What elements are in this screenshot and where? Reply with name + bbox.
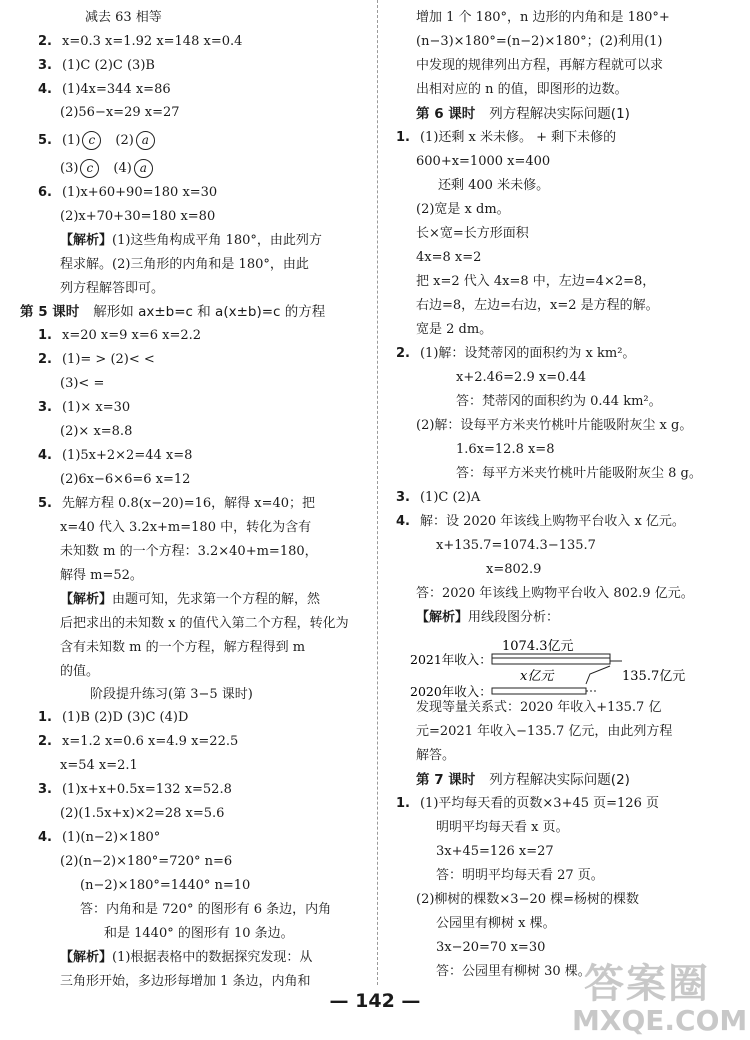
column-divider <box>377 0 378 985</box>
line-text: 答：2020 年该线上购物平台收入 802.9 亿元。 <box>416 586 694 601</box>
page-number: — 142 — <box>329 990 421 1012</box>
line-text: 列方程解答即可。 <box>60 281 165 296</box>
line-text: (2)解：设每平方米夹竹桃叶片能吸附灰尘 x g。 <box>416 418 693 433</box>
line-text: 出相对应的 n 的值，即图形的边数。 <box>416 82 628 97</box>
question-number: 4. <box>38 830 52 845</box>
answer-line <box>416 202 510 218</box>
answer-line <box>60 472 190 488</box>
line-text: (2)× x=8.8 <box>60 424 133 439</box>
line-text: 减去 63 相等 <box>85 10 162 25</box>
circled-answer: c <box>82 131 101 150</box>
analysis-tag: 【解析】 <box>416 610 469 625</box>
answer-line <box>416 298 659 314</box>
line-text: 中发现的规律列出方程，再解方程就可以求 <box>416 58 664 73</box>
answer-line <box>436 820 569 836</box>
answer-line <box>436 844 554 860</box>
answer-line <box>38 448 192 464</box>
question-number: 4. <box>38 82 52 97</box>
line-text: 解形如 ax±b=c 和 a(x±b)=c 的方程 <box>93 304 326 320</box>
question-number: 3. <box>38 782 52 797</box>
line-text: 用线段图分析： <box>468 610 560 625</box>
answer-line <box>456 466 702 482</box>
watermark-bottom: MXQE.COM <box>572 1004 748 1037</box>
question-number: 6. <box>38 185 52 200</box>
answer-line <box>416 226 529 242</box>
answer-line <box>60 758 138 774</box>
line-text: (1)5x+2×2=44 x=8 <box>61 448 193 463</box>
line-text: 增加 1 个 180°，n 边形的内角和是 180°+ <box>416 10 670 25</box>
answer-line <box>396 130 616 146</box>
answer-line <box>60 424 132 440</box>
answer-line <box>60 806 224 822</box>
line-text: (2)(1.5x+x)×2=28 x=5.6 <box>60 806 225 821</box>
answer-line <box>38 710 188 726</box>
answer-line <box>60 520 311 536</box>
answer-line <box>456 370 586 386</box>
line-text: (1)还剩 x 米未修。 + 剩下未修的 <box>419 130 617 145</box>
answer-line <box>60 209 215 225</box>
line-text: (1)C (2)C (3)B <box>61 58 155 73</box>
line-text: (2)56−x=29 x=27 <box>60 105 180 120</box>
question-number: 2. <box>38 34 52 49</box>
line-text: x=802.9 <box>486 562 542 577</box>
question-number: 1. <box>38 328 52 343</box>
answer-line <box>416 892 639 908</box>
answer-line <box>416 58 663 74</box>
answer-line <box>436 940 545 956</box>
question-number: 3. <box>38 400 52 415</box>
line-text: 解答。 <box>416 748 456 763</box>
answer-line <box>60 233 322 249</box>
question-number: 3. <box>38 58 52 73</box>
line-text: (2)宽是 x dm。 <box>416 202 510 217</box>
answer-line <box>38 58 155 74</box>
question-number: 2. <box>38 352 52 367</box>
line-text: (1)= > (2)< < <box>61 352 155 367</box>
answer-line <box>38 82 171 98</box>
lesson-header-number: 第 7 课时 <box>416 772 476 788</box>
answer-line <box>60 640 305 656</box>
answer-line <box>436 538 596 554</box>
answer-line <box>38 131 169 150</box>
line-text: 答：公园里有柳树 30 棵。 <box>436 964 591 979</box>
answer-line <box>436 916 556 932</box>
line-text: (1)解：设梵蒂冈的面积约为 x km²。 <box>419 346 636 361</box>
answer-line <box>60 664 99 680</box>
line-text: x=40 代入 3.2x+m=180 中，转化为含有 <box>60 520 312 535</box>
answer-line <box>38 328 201 344</box>
line-text: (1)平均每天看的页数×3+45 页=126 页 <box>419 796 659 811</box>
answer-line <box>60 281 164 297</box>
line-text: (1)B (2)D (3)C (4)D <box>61 710 189 725</box>
line-text: x=20 x=9 x=6 x=2.2 <box>61 328 202 343</box>
choice-label: (3) <box>60 161 79 176</box>
answer-line <box>38 34 242 50</box>
answer-line <box>60 257 309 273</box>
answer-line <box>416 250 481 266</box>
analysis-tag: 【解析】 <box>60 233 113 248</box>
answer-line <box>80 902 331 918</box>
line-text: 元=2021 年收入−135.7 亿元，由此列方程 <box>416 724 673 739</box>
answer-line <box>38 352 155 368</box>
diagram-bar-2021 <box>492 658 610 664</box>
line-text: x=0.3 x=1.92 x=148 x=0.4 <box>61 34 243 49</box>
answer-line <box>80 878 250 894</box>
question-number: 1. <box>396 130 410 145</box>
question-number: 1. <box>396 796 410 811</box>
answer-line <box>416 772 630 788</box>
circled-answer: a <box>134 159 153 178</box>
line-text: (1)(n−2)×180° <box>61 830 161 845</box>
line-text: 答：梵蒂冈的面积约为 0.44 km²。 <box>456 394 662 409</box>
answer-line <box>416 748 455 764</box>
answer-line <box>60 854 232 870</box>
answer-line <box>38 734 238 750</box>
line-text: (1)C (2)A <box>419 490 481 505</box>
line-text: (n−3)×180°=(n−2)×180°；(2)利用(1) <box>416 34 663 49</box>
answer-line <box>396 514 685 530</box>
line-text: 答：明明平均每天看 27 页。 <box>436 868 604 883</box>
line-text: (1)这些角构成平角 180°，由此列方 <box>112 233 322 248</box>
answer-line <box>38 782 232 798</box>
answer-line <box>38 185 217 201</box>
line-text: 4x=8 x=2 <box>416 250 482 265</box>
answer-line <box>416 322 492 338</box>
question-number: 5. <box>38 133 52 148</box>
answer-line <box>60 105 180 121</box>
line-text: 答：每平方米夹竹桃叶片能吸附灰尘 8 g。 <box>456 466 702 481</box>
line-text: (2)x+70+30=180 x=80 <box>60 209 216 224</box>
line-text: 列方程解决实际问题(2) <box>489 772 630 788</box>
answer-line <box>90 687 253 703</box>
line-text: (2)(n−2)×180°=720° n=6 <box>60 854 233 869</box>
answer-line <box>104 926 294 942</box>
answer-line <box>416 10 670 26</box>
line-text: (2)柳树的棵数×3−20 棵=杨树的棵数 <box>416 892 640 907</box>
question-number: 5. <box>38 496 52 511</box>
answer-line <box>396 796 659 812</box>
line-text: 解得 m=52。 <box>60 568 143 583</box>
line-text: (2)6x−6×6=6 x=12 <box>60 472 191 487</box>
line-text: 程求解。(2)三角形的内角和是 180°，由此 <box>60 257 309 272</box>
answer-line <box>60 592 320 608</box>
answer-line <box>38 496 315 512</box>
line-text: 的值。 <box>60 664 100 679</box>
answer-line <box>396 346 635 362</box>
diagram-x-label: x亿元 <box>520 669 554 684</box>
line-text: 阶段提升练习(第 3−5 课时) <box>90 687 253 702</box>
line-text: x=54 x=2.1 <box>60 758 138 773</box>
answer-line <box>416 34 663 50</box>
line-text: 明明平均每天看 x 页。 <box>436 820 569 835</box>
line-text: 发现等量关系式：2020 年收入+135.7 亿 <box>416 700 662 715</box>
line-text: 未知数 m 的一个方程：3.2×40+m=180， <box>60 544 318 559</box>
answer-line <box>38 830 160 846</box>
answer-line <box>60 159 167 178</box>
line-text: 后把求出的未知数 x 的值代入第二个方程，转化为 <box>60 616 349 631</box>
answer-line <box>60 544 318 560</box>
answer-line <box>416 418 692 434</box>
line-text: x+2.46=2.9 x=0.44 <box>456 370 587 385</box>
line-text: (1)4x=344 x=86 <box>61 82 171 97</box>
answer-line <box>416 610 559 626</box>
circled-answer: c <box>80 159 99 178</box>
line-text: 1.6x=12.8 x=8 <box>456 442 555 457</box>
line-text: (1)x+60+90=180 x=30 <box>61 185 218 200</box>
line-text: (n−2)×180°=1440° n=10 <box>80 878 251 893</box>
line-text: (1)x+x+0.5x=132 x=52.8 <box>61 782 232 797</box>
answer-line <box>436 868 604 884</box>
line-text: 还剩 400 米未修。 <box>438 178 550 193</box>
question-number: 3. <box>396 490 410 505</box>
diagram-extra-brace <box>586 666 610 684</box>
answer-line <box>416 106 630 122</box>
line-text: 和是 1440° 的图形有 10 条边。 <box>104 926 294 941</box>
analysis-tag: 【解析】 <box>60 950 113 965</box>
answer-line <box>416 700 661 716</box>
line-text: (1)根据表格中的数据探究发现：从 <box>112 950 313 965</box>
line-text: 宽是 2 dm。 <box>416 322 493 337</box>
line-text: (3)< = <box>60 376 105 391</box>
answer-line <box>416 586 694 602</box>
line-text: 三角形开始，多边形每增加 1 条边，内角和 <box>60 974 311 989</box>
question-number: 1. <box>38 710 52 725</box>
line-text: 列方程解决实际问题(1) <box>489 106 630 122</box>
answer-line <box>438 178 549 194</box>
question-number: 4. <box>38 448 52 463</box>
question-number: 2. <box>38 734 52 749</box>
line-text: 长×宽=长方形面积 <box>416 226 529 241</box>
answer-line <box>456 442 554 458</box>
answer-line <box>60 376 104 392</box>
line-text: 答：内角和是 720° 的图形有 6 条边，内角 <box>80 902 332 917</box>
watermark-top: 答案圈 <box>584 961 710 1007</box>
line-text: 含有未知数 m 的一个方程，解方程得到 m <box>60 640 306 655</box>
answer-line <box>456 394 662 410</box>
line-text: x=1.2 x=0.6 x=4.9 x=22.5 <box>61 734 239 749</box>
line-text: 3x−20=70 x=30 <box>436 940 546 955</box>
choice-label: (1) <box>61 133 81 148</box>
line-text: x+135.7=1074.3−135.7 <box>436 538 596 553</box>
diagram-row-2021-label: 2021年收入： <box>410 652 492 667</box>
answer-line <box>38 400 130 416</box>
line-text: 由题可知，先求第一个方程的解，然 <box>112 592 321 607</box>
answer-line <box>416 82 628 98</box>
diagram-total-label: 1074.3亿元 <box>502 639 574 654</box>
diagram-extra-label: 135.7亿元 <box>622 669 686 684</box>
answer-line <box>416 154 550 170</box>
line-text: 先解方程 0.8(x−20)=16，解得 x=40；把 <box>61 496 316 511</box>
line-segment-diagram <box>410 636 710 702</box>
circled-answer: a <box>136 131 155 150</box>
answer-line <box>60 568 143 584</box>
question-number: 4. <box>396 514 410 529</box>
diagram-row-2020-label: 2020年收入： <box>410 684 492 699</box>
answer-line <box>486 562 541 578</box>
line-text: 把 x=2 代入 4x=8 中，左边=4×2=8， <box>416 274 656 289</box>
analysis-tag: 【解析】 <box>60 592 113 607</box>
answer-line <box>60 616 349 632</box>
line-text: 公园里有柳树 x 棵。 <box>436 916 556 931</box>
lesson-header-number: 第 6 课时 <box>416 106 476 122</box>
answer-line <box>416 724 672 740</box>
line-text: (1)× x=30 <box>61 400 131 415</box>
answer-line <box>396 490 480 506</box>
answer-line <box>60 950 312 966</box>
answer-line <box>60 974 311 990</box>
diagram-total-brace <box>492 654 610 658</box>
question-number: 2. <box>396 346 410 361</box>
line-text: 3x+45=126 x=27 <box>436 844 554 859</box>
diagram-bar-2020 <box>492 688 586 694</box>
choice-label: (4) <box>113 161 132 176</box>
line-text: 600+x=1000 x=400 <box>416 154 551 169</box>
answer-line <box>416 274 655 290</box>
answer-line <box>436 964 591 980</box>
lesson-header-number: 第 5 课时 <box>20 304 80 320</box>
line-text: 解：设 2020 年该线上购物平台收入 x 亿元。 <box>419 514 685 529</box>
line-text: 右边=8，左边=右边，x=2 是方程的解。 <box>416 298 659 313</box>
answer-line <box>85 10 162 26</box>
answer-line <box>20 304 325 320</box>
choice-label: (2) <box>115 133 134 148</box>
